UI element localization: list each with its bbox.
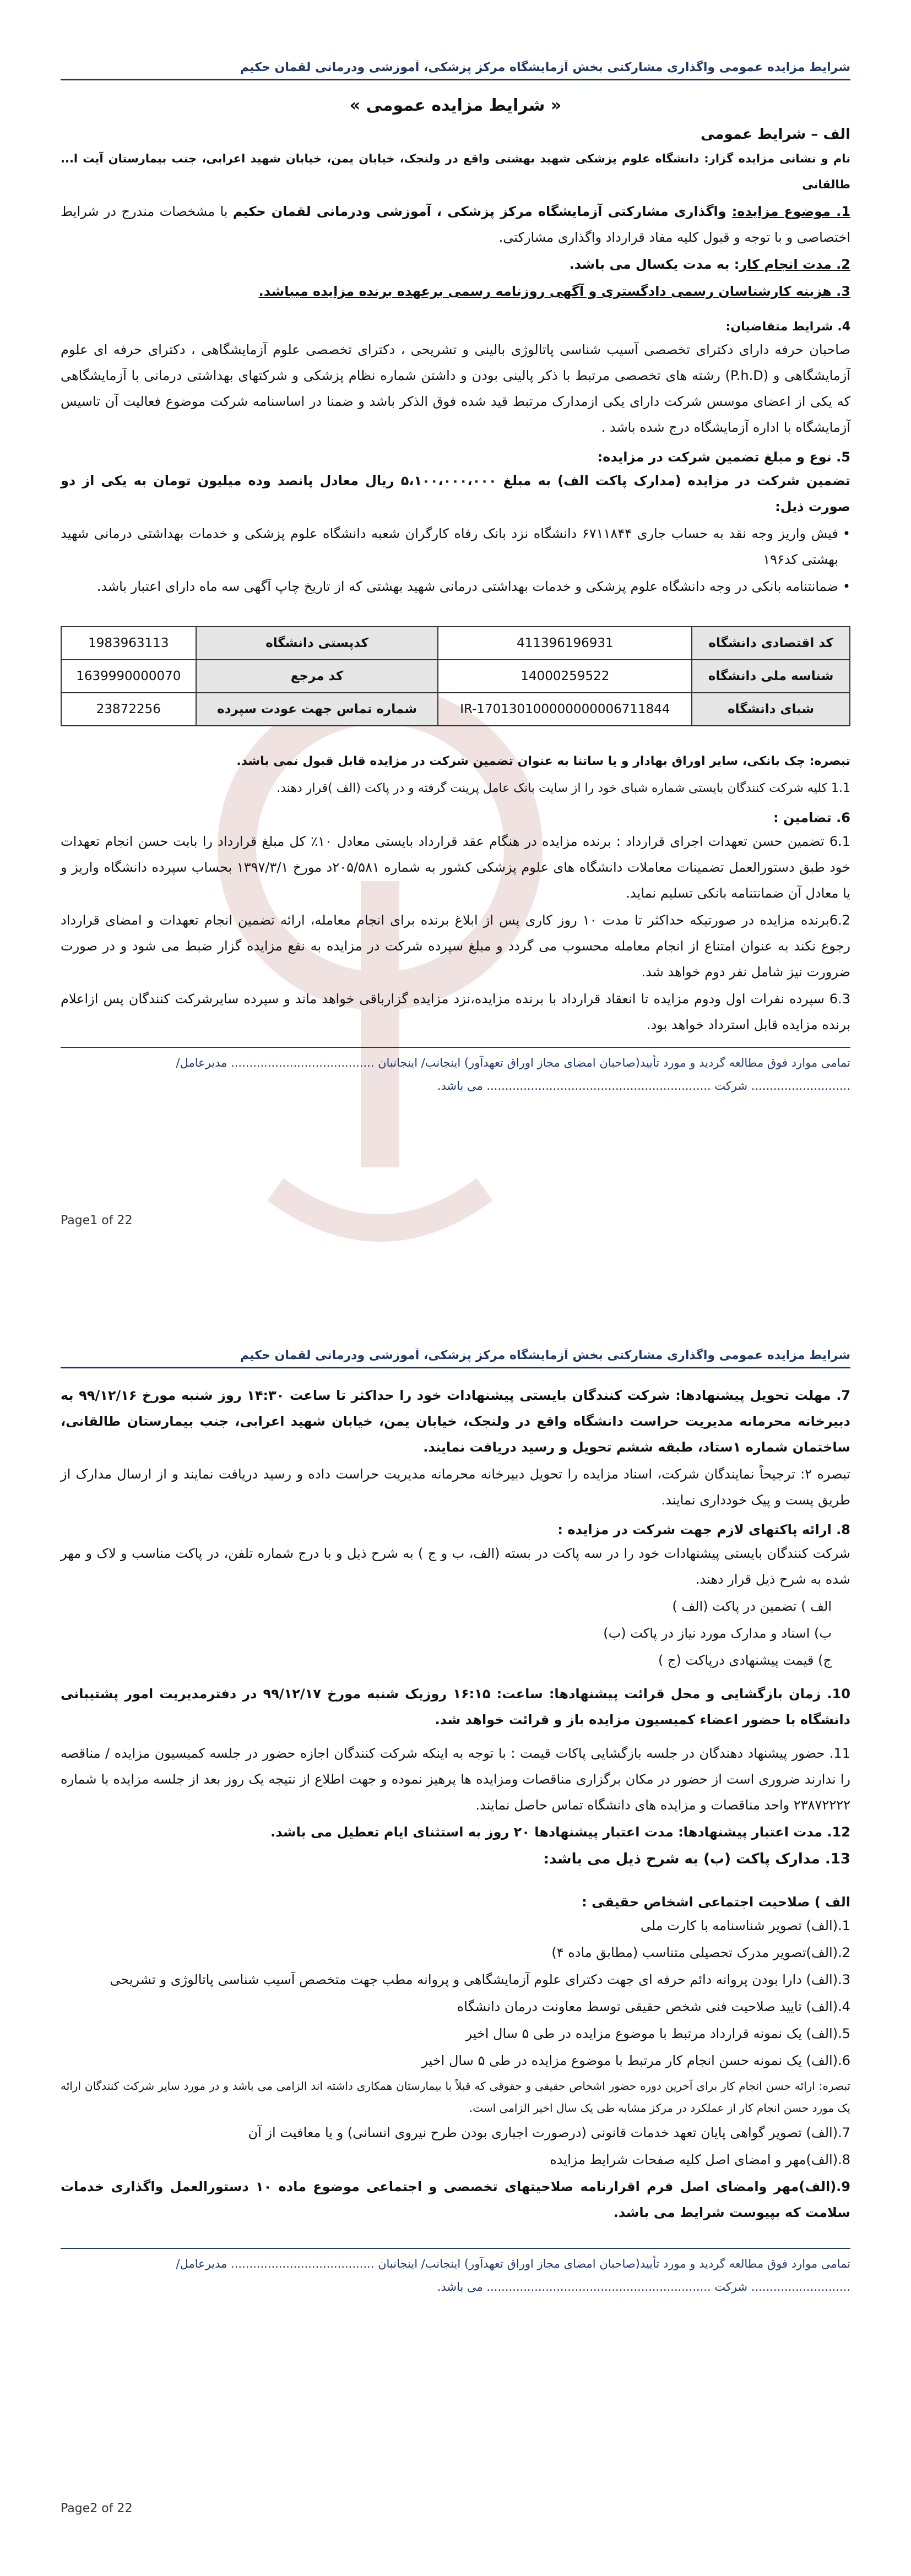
table-row (61, 627, 850, 660)
signature-line: ........................... شرکت ............................................................. می باشد. (437, 1079, 850, 1093)
item-6-3: 6.3 سپرده نفرات اول ودوم مزایده تا انعقاد قرارداد با برنده مزایده،نزد مزایده گزارباقی خواهد ماند و سپرده سایرشرکت کنندگان پس ازاعلام برنده مزایده قابل استرداد خواهد بود. (61, 991, 850, 1032)
qualification-item: 2.(الف)تصویر مدرک تحصیلی متناسب (مطابق ماده ۴) (551, 1945, 850, 1960)
page-header: شرایط مزایده عمومی واگذاری مشارکتی بخش آزمایشگاه مرکز پزشکی، آموزشی ودرمانی لقمان حکیم (61, 1349, 850, 1368)
item-1-rest: با مشخصات مندرج در شرایط اختصاصی و با توجه و قبول کلیه مفاد قرارداد واگذاری مشارکتی. (61, 204, 850, 245)
item-2 (61, 252, 850, 278)
qualification-item: 5.(الف) یک نمونه قرارداد مرتبط با موضوع مزایده در طی ۵ سال اخیر (465, 2026, 850, 2041)
organizer-line: نام و نشانی مزایده گزار: دانشگاه علوم پزشکی شهید بهشتی واقع در ولنجک، خیابان یمن، خیابان شهید اعرابی، جنب بیمارستان آیت ا... طالقانی (61, 152, 850, 191)
item-5-heading: 5. نوع و مبلغ تضمین شرکت در مزایده: (597, 449, 850, 465)
item-5-text: تضمین شرکت در مزایده (مدارک پاکت الف) به مبلغ ۵،۱۰۰،۰۰۰،۰۰۰ ریال معادل پانصد وده میلیون تومان به یکی از دو صورت ذیل: (61, 473, 851, 514)
qualification-item: 9.(الف)مهر وامضای اصل فرم اقرارنامه صلاحیتهای تخصصی و اجتماعی موضوع ماده ۱۰ دستورالعمل واگذاری خدمات سلامت که بپیوست شرایط می باشد. (61, 2179, 850, 2220)
table-row (61, 660, 850, 693)
item-2-label: 2. مدت انجام کار (739, 257, 850, 272)
item-8-text: شرکت کنندگان بایستی پیشنهادات خود را در سه پاکت در بسته (الف، ب و ج ) به شرح ذیل و با درج شماره تلفن، در پاکت مناسب و لاک و مهر شده به شرح ذیل قرار دهند. (61, 1546, 850, 1587)
qualification-item: 4.(الف) تایید صلاحیت فنی شخص حقیقی توسط معاونت درمان دانشگاه (457, 1999, 850, 2014)
qualification-item: 8.(الف)مهر و امضای اصل کلیه صفحات شرایط مزایده (550, 2152, 850, 2167)
qualification-item: 6.(الف) یک نمونه حسن انجام کار مرتبط با موضوع مزایده در طی ۵ سال اخیر (421, 2053, 850, 2068)
envelope-b: ب) اسناد و مدارک مورد نیاز در پاکت (ب) (603, 1626, 832, 1641)
table-cell: شناسه ملی دانشگاه (692, 660, 850, 693)
page-header: شرایط مزایده عمومی واگذاری مشارکتی بخش آزمایشگاه مرکز پزشکی، آموزشی ودرمانی لقمان حکیم (61, 61, 850, 80)
signature-block (61, 1047, 850, 1097)
item-2-text: : به مدت یکسال می باشد. (569, 257, 740, 272)
item-12: 12. مدت اعتبار پیشنهادها: مدت اعتبار پیشنهادها ۲۰ روز به استثنای ایام تعطیل می باشد. (270, 1824, 850, 1840)
page-2 (0, 1288, 911, 2576)
document-title: « شرایط مزایده عمومی » (349, 96, 562, 115)
qualification-item: 1.(الف) تصویر شناسنامه با کارت ملی (640, 1918, 850, 1933)
payment-option-guarantee: • ضمانتنامه بانکی در وجه دانشگاه علوم پزشکی و خدمات بهداشتی درمانی شهید بهشتی که از تاریخ چاپ آگهی سه ماه دارای اعتبار باشد. (61, 574, 850, 600)
item-6-heading: 6. تضامین : (773, 810, 850, 825)
payment-option-deposit: • فیش واریز وجه نقد به حساب جاری ۶۷۱۱۸۴۴ دانشگاه نزد بانک رفاه کارگران شعبه دانشگاه علوم پزشکی و خدمات بهداشتی درمانی شهید بهشتی کد۱۹۶ (61, 521, 850, 573)
item-11: 11. حضور پیشنهاد دهندگان در جلسه بازگشایی پاکات قیمت : با توجه به اینکه شرکت کنندگان اجازه حضور در جلسه کمیسیون مزایده / مناقصه را ندارند ضروری است از حضور در مکان برگزاری مناقصات ومزایده ها پرهیز نموده و جهت اطلاع از نتیجه یک روز بعد از جلسه مزایده با شماره ۲۳۸۷۲۲۲۲ واحد مناقصات و مزایده های دانشگاه تماس حاصل نمایند. (61, 1746, 850, 1813)
qualification-heading: الف ) صلاحیت اجتماعی اشخاص حقیقی : (582, 1894, 850, 1910)
table-cell: 1983963113 (61, 627, 196, 660)
table-cell: 411396196931 (438, 627, 692, 660)
table-cell: 1639990000070 (61, 660, 196, 693)
table-cell: کدپستی دانشگاه (196, 627, 438, 660)
table-cell: شماره تماس جهت عودت سپرده (196, 693, 438, 726)
signature-line: تمامی موارد فوق مطالعه گردید و مورد تأیید(صاحبان امضای مجاز اوراق تعهدآور) اینجانب/ اینجانبان ....................................... مدیرعامل/ (176, 2257, 850, 2270)
page-number: Page2 of 22 (61, 2502, 133, 2515)
signature-line: تمامی موارد فوق مطالعه گردید و مورد تأیید(صاحبان امضای مجاز اوراق تعهدآور) اینجانب/ اینجانبان ....................................... مدیرعامل/ (176, 1056, 850, 1069)
item-1-label: 1. موضوع مزایده: (731, 204, 850, 219)
item-3: 3. هزینه کارشناسان رسمی دادگستری و آگهی روزنامه رسمی برعهده برنده مزایده میباشد. (258, 284, 850, 299)
note-1-1: 1.1 کلیه شرکت کنندگان بایستی شماره شبای خود را از سایت بانک عامل پرینت گرفته و در پاکت (الف )قرار دهند. (276, 781, 850, 795)
item-6-2: 6.2برنده مزایده در صورتیکه حداکثر تا مدت ۱۰ روز کاری پس از ابلاغ برنده برای انجام معامله، ارائه تضمین انجام تعهدات و امضای قرارداد رجوع نکند به عنوان امتناع از انجام معامله محسوب می گردد و مبلغ سپرده شرکت در مزایده به نفع مزایده گزار ضبط می شود و در صورت ضرورت نیز شامل نفر دوم خواهد شد. (61, 912, 851, 980)
envelope-c: ج) قیمت پیشنهادی درپاکت (ج ) (658, 1653, 832, 1668)
envelope-a: الف ) تضمین در پاکت (الف ) (672, 1599, 832, 1614)
table-cell: IR-170130100000000006711844 (438, 693, 692, 726)
item-8-heading: 8. ارائه پاکتهای لازم جهت شرکت در مزایده : (557, 1522, 850, 1537)
item-1 (61, 199, 850, 251)
table-cell: 23872256 (61, 693, 196, 726)
item-4-text: صاحبان حرفه دارای دکترای تخصصی آسیب شناسی پاتالوژی بالینی و تشریحی ، دکترای تخصصی علوم آزمایشگاهی ، دکترای حرفه ای علوم آزمایشگاهی و (P.h.D) رشته های تخصصی مرتبط با ذکر پالینی بودن و داشتن شماره نظام پزشکی و شرکتهای بهداشتی درمانی با آزمایشگاهی که یکی از اعضای موسس شرکت دارای یکی ازمدارک مرتبط قید شده فوق الذکر باشد و ضمنا در اساسنامه شرکت موضوع فعالیت آن تاسیس آزمایشگاه با اداره آزمایشگاه درج شده باشد . (61, 342, 851, 435)
section-a-heading: الف – شرایط عمومی (701, 126, 850, 143)
qualification-note: تبصره: ارائه حسن انجام کار برای آخرین دوره حضور اشخاص حقیقی و حقوقی که قبلاً با بیمارستان همکاری داشته اند الزامی می باشد و در مورد سایر شرکت کنندگان ارائه یک مورد حسن انجام کار از عملکرد در مرکز مشابه طی یک سال اخیر الزامی است. (61, 2079, 850, 2115)
item-10: 10. زمان بازگشایی و محل قرائت پیشنهادها: ساعت: ۱۶:۱۵ روزیک شنبه مورخ ۹۹/۱۲/۱۷ در دفترمدیریت امور پشتیبانی دانشگاه با حضور اعضاء کمیسیون مزایده باز و قرائت خواهد شد. (61, 1686, 850, 1727)
table-cell: 14000259522 (438, 660, 692, 693)
table-row (61, 693, 850, 726)
item-4-heading: 4. شرایط متقاضیان: (725, 320, 850, 334)
item-13: 13. مدارک پاکت (ب) به شرح ذیل می باشد: (543, 1851, 850, 1867)
signature-block (61, 2248, 850, 2298)
item-1-subject: واگذاری مشارکتی آزمایشگاه مرکز پزشکی ، آموزشی ودرمانی لقمان حکیم (232, 204, 732, 219)
account-info-table (61, 626, 850, 726)
page-number: Page1 of 22 (61, 1214, 133, 1227)
item-7-note: تبصره ۲: ترجیحاً نمایندگان شرکت، اسناد مزایده را تحویل دبیرخانه محرمانه مدیریت حراست داده و رسید دریافت نمایند و از ارسال مدارک از طریق پست و پیک خودداری نمایند. (61, 1466, 850, 1508)
table-cell: کد اقتصادی دانشگاه (692, 627, 850, 660)
table-cell: کد مرجع (196, 660, 438, 693)
cheque-note: تبصره: چک بانکی، سایر اوراق بهادار و یا ساتنا به عنوان تضمین شرکت در مزایده قابل قبول نمی باشد. (236, 754, 850, 768)
item-6-1: 6.1 تضمین حسن تعهدات اجرای قرارداد : برنده مزایده در هنگام عقد قرارداد بایستی معادل ۱۰٪ کل مبلغ قرارداد را بابت حسن انجام تعهدات خود طبق دستورالعمل تضمینات معاملات دانشگاه های علوم پزشکی کشور به شماره ۲۰۵/۵۸۱د مورخ ۱۳۹۷/۳/۱ بحساب سپرده دانشگاه واریز و یا معادل آن ضمانتنامه بانکی تسلیم نماید. (61, 834, 851, 901)
qualification-item: 3.(الف) دارا بودن پروانه دائم حرفه ای جهت دکترای علوم آزمایشگاهی و پروانه مطب جهت متخصص آسیب شناسی پاتالوژی و تشریحی (110, 1972, 850, 1987)
table-cell: شبای دانشگاه (692, 693, 850, 726)
item-7: 7. مهلت تحویل پیشنهادها: شرکت کنندگان بایستی پیشنهادات خود را حداکثر تا ساعت ۱۴:۳۰ روز شنبه مورخ ۹۹/۱۲/۱۶ به دبیرخانه محرمانه مدیریت حراست دانشگاه واقع در ولنجک، خیابان یمن، خیابان شهید اعرابی، جنب بیمارستان طالقانی، ساختمان شماره ۱ستاد، طبقه ششم تحویل و رسید دریافت نمایند. (61, 1388, 851, 1455)
signature-line: ........................... شرکت ............................................................. می باشد. (437, 2280, 850, 2294)
qualification-item: 7.(الف) تصویر گواهی پایان تعهد خدمات قانونی (درصورت اجباری بودن طرح نیروی انسانی) و یا معافیت از آن (248, 2125, 850, 2140)
